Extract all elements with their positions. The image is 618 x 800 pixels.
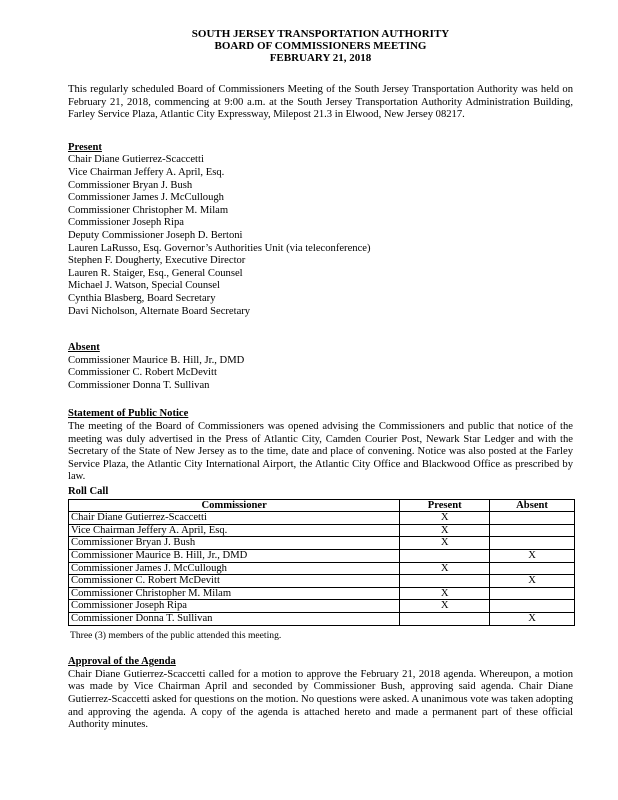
absent-cell: X — [490, 575, 575, 588]
present-cell: X — [400, 587, 490, 600]
present-section — [68, 142, 573, 318]
present-cell: X — [400, 512, 490, 525]
present-name: Stephen F. Dougherty, Executive Director — [68, 255, 246, 267]
present-name: Deputy Commissioner Joseph D. Bertoni — [68, 229, 243, 241]
absent-name: Commissioner Maurice B. Hill, Jr., DMD — [68, 354, 245, 366]
table-row — [69, 575, 575, 588]
title-meeting: BOARD OF COMMISSIONERS MEETING — [214, 40, 427, 52]
roll-call-heading: Roll Call — [68, 486, 109, 498]
table-row — [69, 600, 575, 613]
present-cell: X — [400, 600, 490, 613]
roll-call-section — [68, 486, 573, 642]
commissioner-cell: Commissioner Joseph Ripa — [69, 600, 400, 613]
table-row — [69, 562, 575, 575]
commissioner-cell: Commissioner Donna T. Sullivan — [69, 612, 400, 625]
public-notice-heading: Statement of Public Notice — [68, 408, 189, 420]
present-cell — [400, 550, 490, 563]
absent-cell — [490, 562, 575, 575]
present-name: Commissioner Joseph Ripa — [68, 217, 184, 229]
present-name: Lauren R. Staiger, Esq., General Counsel — [68, 267, 243, 279]
commissioner-cell: Vice Chairman Jeffery A. April, Esq. — [69, 524, 400, 537]
absent-cell: X — [490, 612, 575, 625]
present-name: Vice Chairman Jeffery A. April, Esq. — [68, 166, 225, 178]
column-header-present: Present — [400, 499, 490, 512]
present-name: Lauren LaRusso, Esq. Governor’s Authorities Unit (via teleconference) — [68, 242, 371, 254]
present-cell: X — [400, 562, 490, 575]
present-cell — [400, 575, 490, 588]
public-notice-section — [68, 408, 573, 484]
absent-cell — [490, 512, 575, 525]
public-attendance-note: Three (3) members of the public attended this meeting. — [70, 629, 282, 641]
present-cell: X — [400, 537, 490, 550]
present-cell: X — [400, 524, 490, 537]
title-authority: SOUTH JERSEY TRANSPORTATION AUTHORITY — [191, 28, 450, 40]
absent-cell — [490, 587, 575, 600]
agenda-heading: Approval of the Agenda — [68, 656, 176, 668]
present-cell — [400, 612, 490, 625]
present-name: Michael J. Watson, Special Counsel — [68, 280, 220, 292]
table-row — [69, 524, 575, 537]
commissioner-cell: Chair Diane Gutierrez-Scaccetti — [69, 512, 400, 525]
column-header-commissioner: Commissioner — [69, 499, 400, 512]
table-row — [69, 587, 575, 600]
absent-section — [68, 342, 573, 392]
present-name: Cynthia Blasberg, Board Secretary — [68, 292, 216, 304]
absent-cell: X — [490, 550, 575, 563]
roll-call-table — [68, 499, 575, 626]
document-page — [68, 28, 573, 732]
absent-name: Commissioner Donna T. Sullivan — [68, 379, 210, 391]
absent-cell — [490, 524, 575, 537]
present-name: Commissioner Christopher M. Milam — [68, 204, 229, 216]
intro-paragraph: This regularly scheduled Board of Commissioners Meeting of the South Jersey Transportation Authority was held on February 21, 2018, commencing at 9:00 a.m. at the South Jersey Transportation Authority Administration Building, Farley Service Plaza, Atlantic City Expressway, Milepost 21.3 in Elwood, New Jersey 08217. — [68, 84, 573, 121]
commissioner-cell: Commissioner Christopher M. Milam — [69, 587, 400, 600]
present-name: Davi Nicholson, Alternate Board Secretary — [68, 305, 251, 317]
table-header-row — [69, 499, 575, 512]
table-row — [69, 512, 575, 525]
present-name: Commissioner Bryan J. Bush — [68, 179, 193, 191]
title-date: FEBRUARY 21, 2018 — [269, 52, 372, 64]
absent-cell — [490, 600, 575, 613]
column-header-absent: Absent — [490, 499, 575, 512]
absent-heading: Absent — [68, 342, 100, 354]
commissioner-cell: Commissioner Maurice B. Hill, Jr., DMD — [69, 550, 400, 563]
agenda-text: Chair Diane Gutierrez-Scaccetti called for a motion to approve the February 21, 2018 agenda. Whereupon, a motion was made by Vice Chairman April and seconded by Commissioner Bush, approving said agenda. Chair Diane Gutierrez-Scaccetti asked for questions on the motion. No questions were asked. A unanimous vote was taken adopting and approving the agenda. A copy of the agenda is attached hereto and made a permanent part of these official Authority minutes. — [68, 668, 573, 731]
table-row — [69, 612, 575, 625]
document-title — [68, 28, 573, 64]
commissioner-cell: Commissioner Bryan J. Bush — [69, 537, 400, 550]
table-row — [69, 550, 575, 563]
table-row — [69, 537, 575, 550]
agenda-section — [68, 656, 573, 732]
absent-name: Commissioner C. Robert McDevitt — [68, 367, 217, 379]
absent-cell — [490, 537, 575, 550]
commissioner-cell: Commissioner C. Robert McDevitt — [69, 575, 400, 588]
public-notice-text: The meeting of the Board of Commissioners was opened advising the Commissioners and public that notice of the meeting was duly advertised in the Press of Atlantic City, Camden Courier Post, Newark Star Ledger and with the Secretary of the State of New Jersey as to the time, date and place of convening. Notice was also posted at the Farley Service Plaza, the Atlantic City International Airport, the Atlantic City Office and Blackwood Office as prescribed by law. — [68, 421, 573, 483]
commissioner-cell: Commissioner James J. McCullough — [69, 562, 400, 575]
present-name: Chair Diane Gutierrez-Scaccetti — [68, 154, 204, 166]
present-name: Commissioner James J. McCullough — [68, 192, 224, 204]
present-heading: Present — [68, 141, 102, 153]
